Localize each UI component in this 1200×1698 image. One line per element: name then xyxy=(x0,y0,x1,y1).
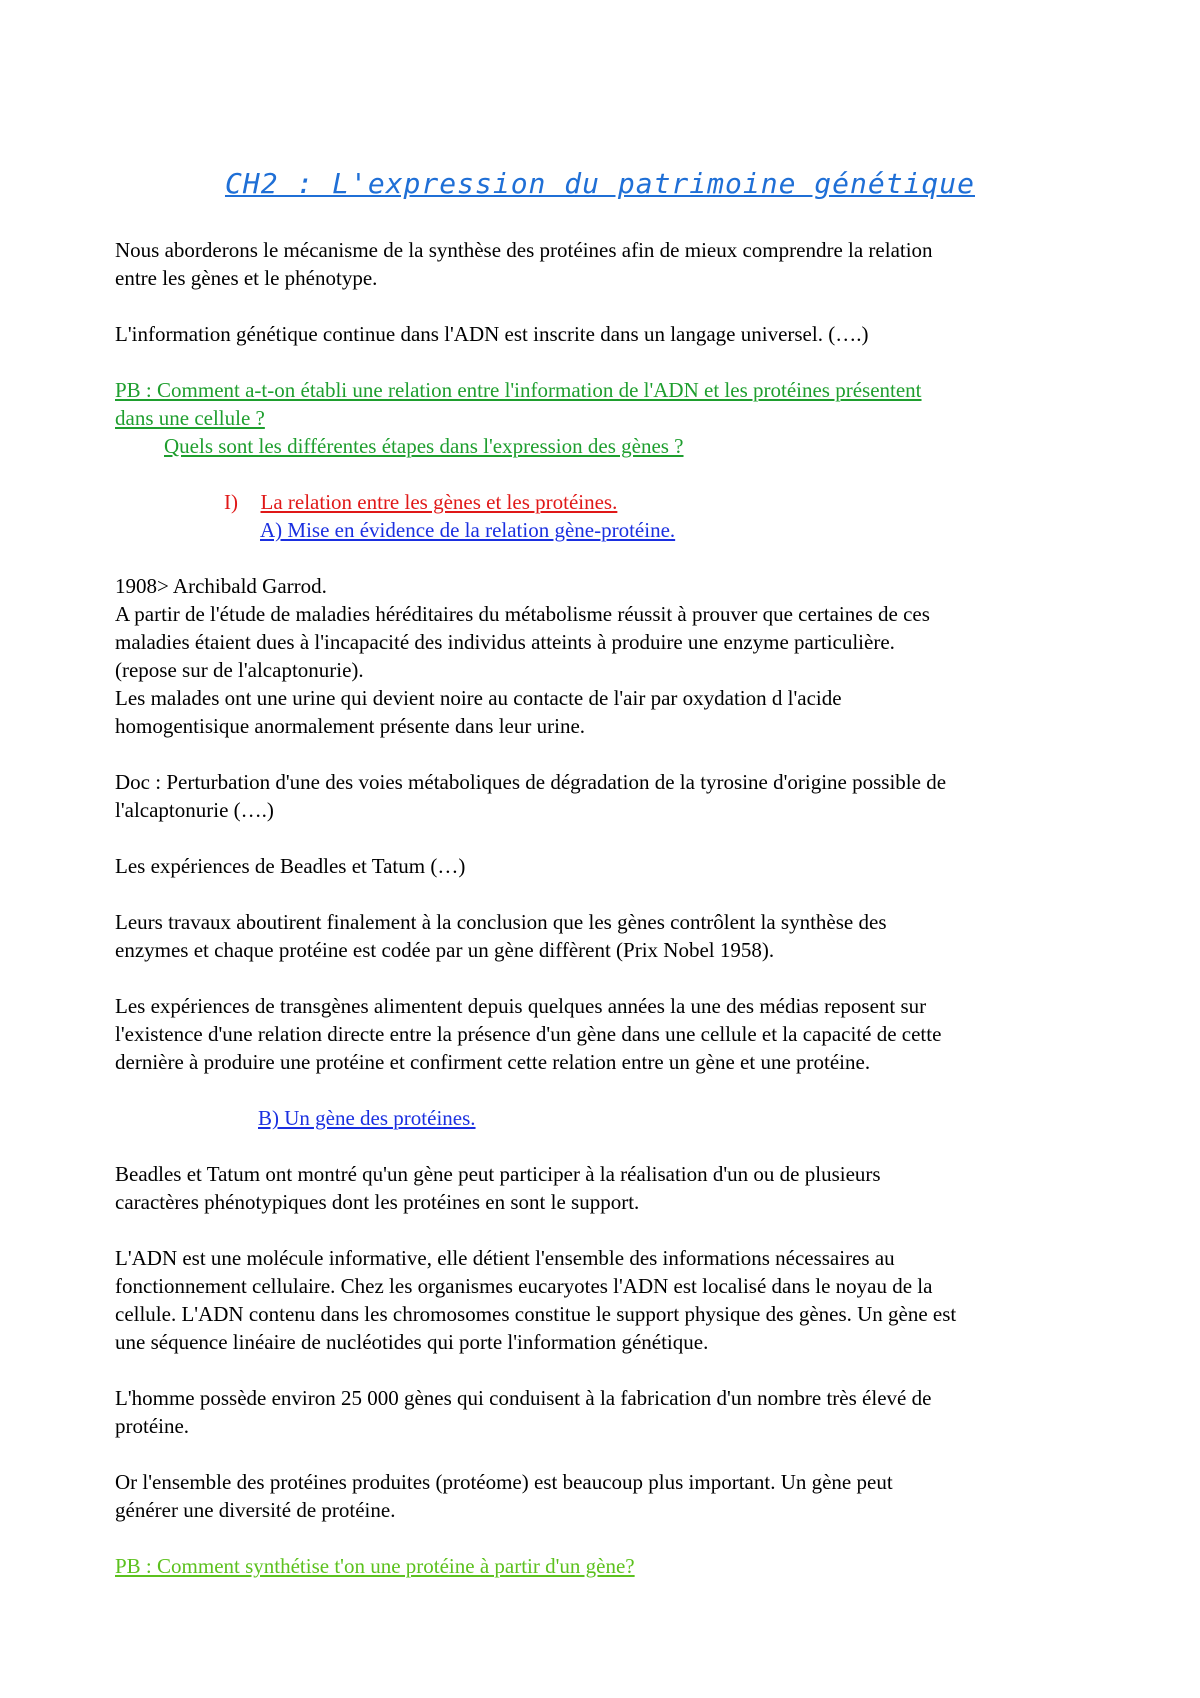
text-line: dernière à produire une protéine et confirment cette relation entre un gène et une protéine. xyxy=(115,1050,871,1074)
text-line: L'information génétique continue dans l'ADN est inscrite dans un langage universel. (….) xyxy=(115,322,869,346)
intro-paragraph xyxy=(115,236,1105,292)
text-line: générer une diversité de protéine. xyxy=(115,1498,396,1522)
transgenes-paragraph xyxy=(115,992,1105,1076)
info-paragraph xyxy=(115,320,1105,348)
text-line: homogentisique anormalement présente dans leur urine. xyxy=(115,714,586,738)
doc-paragraph xyxy=(115,768,1105,824)
text-line: maladies étaient dues à l'incapacité des individus atteints à produire une enzyme particulière. xyxy=(115,630,895,654)
problem-statement-1 xyxy=(115,376,1105,460)
beadles-experiments xyxy=(115,852,1105,880)
problem-line: PB : Comment synthétise t'on une protéine à partir d'un gène? xyxy=(115,1554,635,1578)
text-line: enzymes et chaque protéine est codée par un gène diffèrent (Prix Nobel 1958). xyxy=(115,938,775,962)
text-line: Or l'ensemble des protéines produites (protéome) est beaucoup plus important. Un gène peut xyxy=(115,1470,893,1494)
text-line: Nous aborderons le mécanisme de la synthèse des protéines afin de mieux comprendre la relation xyxy=(115,238,933,262)
text-line: 1908> Archibald Garrod. xyxy=(115,574,327,598)
garrod-paragraph xyxy=(115,572,1105,740)
text-line: (repose sur de l'alcaptonurie). xyxy=(115,658,364,682)
section-numeral: I) xyxy=(224,490,238,514)
page-title: CH2 : L'expression du patrimoine génétique xyxy=(224,167,975,200)
text-line: entre les gènes et le phénotype. xyxy=(115,266,378,290)
proteome-paragraph xyxy=(115,1468,1105,1524)
subsection-title: B) Un gène des protéines. xyxy=(258,1106,476,1130)
text-line: une séquence linéaire de nucléotides qui porte l'information génétique. xyxy=(115,1330,709,1354)
problem-statement-2 xyxy=(115,1552,1105,1580)
subsection-heading-b xyxy=(258,1104,1200,1132)
text-line: protéine. xyxy=(115,1414,190,1438)
text-line: Doc : Perturbation d'une des voies métaboliques de dégradation de la tyrosine d'origine possible de xyxy=(115,770,947,794)
text-line: Les malades ont une urine qui devient noire au contacte de l'air par oxydation d l'acide xyxy=(115,686,842,710)
section-heading-1 xyxy=(224,488,1200,516)
text-line: caractères phénotypiques dont les protéines en sont le support. xyxy=(115,1190,640,1214)
text-line: l'alcaptonurie (….) xyxy=(115,798,274,822)
homme-paragraph xyxy=(115,1384,1105,1440)
section-title: La relation entre les gènes et les protéines. xyxy=(260,490,618,514)
text-line: cellule. L'ADN contenu dans les chromosomes constitue le support physique des gènes. Un gène est xyxy=(115,1302,957,1326)
beadles-paragraph xyxy=(115,1160,1105,1216)
text-line: L'homme possède environ 25 000 gènes qui conduisent à la fabrication d'un nombre très élevé de xyxy=(115,1386,932,1410)
text-line: Les expériences de transgènes alimentent depuis quelques années la une des médias reposent sur xyxy=(115,994,927,1018)
adn-paragraph xyxy=(115,1244,1105,1356)
problem-line: Quels sont les différentes étapes dans l'expression des gènes ? xyxy=(164,434,684,458)
problem-line: PB : Comment a-t-on établi une relation entre l'information de l'ADN et les protéines présentent xyxy=(115,378,922,402)
text-line: A partir de l'étude de maladies héréditaires du métabolisme réussit à prouver que certaines de ces xyxy=(115,602,930,626)
problem-line: dans une cellule ? xyxy=(115,406,265,430)
text-line: l'existence d'une relation directe entre la présence d'un gène dans une cellule et la capacité de cette xyxy=(115,1022,942,1046)
subsection-heading-a xyxy=(260,516,1200,544)
text-line: Leurs travaux aboutirent finalement à la conclusion que les gènes contrôlent la synthèse des xyxy=(115,910,887,934)
text-line: Beadles et Tatum ont montré qu'un gène peut participer à la réalisation d'un ou de plusieurs xyxy=(115,1162,881,1186)
text-line: fonctionnement cellulaire. Chez les organismes eucaryotes l'ADN est localisé dans le noyau de la xyxy=(115,1274,933,1298)
text-line: Les expériences de Beadles et Tatum (…) xyxy=(115,854,466,878)
subsection-title: A) Mise en évidence de la relation gène-protéine. xyxy=(260,518,676,542)
travaux-paragraph xyxy=(115,908,1105,964)
text-line: L'ADN est une molécule informative, elle détient l'ensemble des informations nécessaires au xyxy=(115,1246,895,1270)
